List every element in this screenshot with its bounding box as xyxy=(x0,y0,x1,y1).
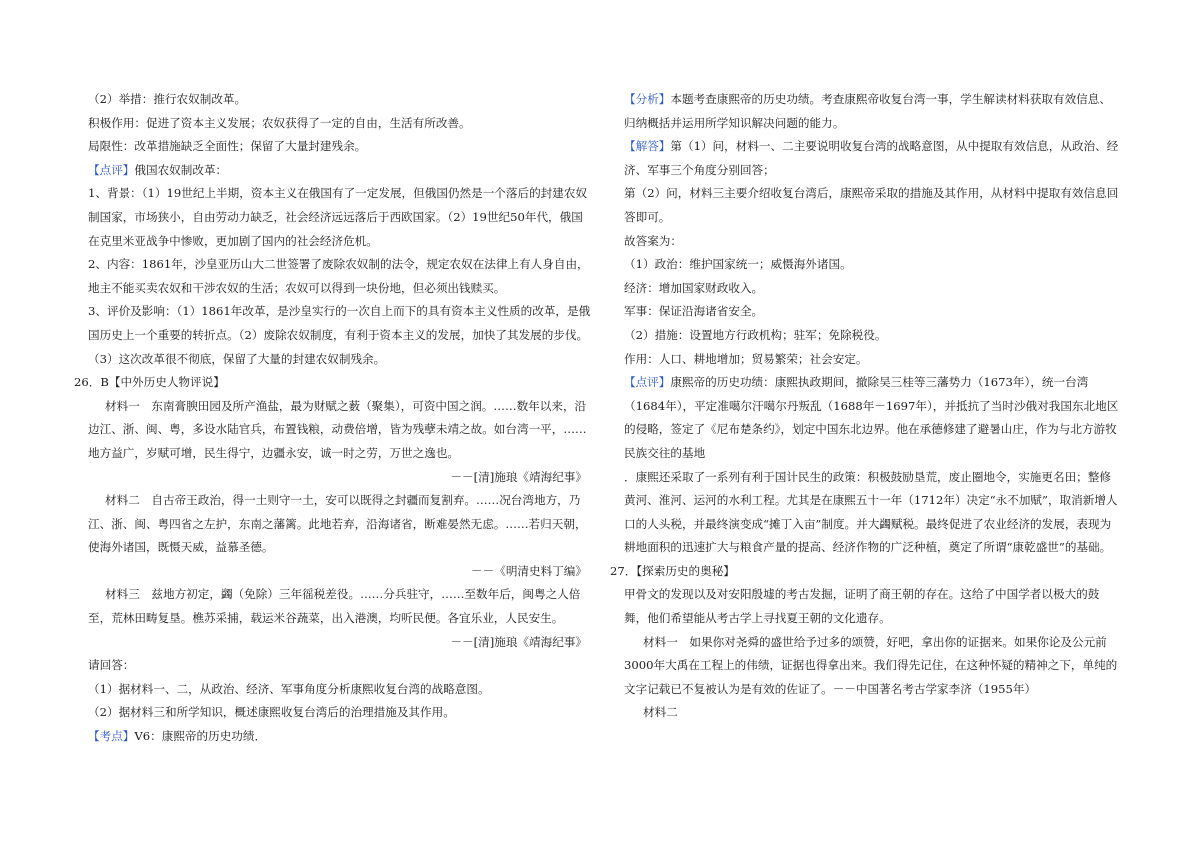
analysis-tag: 【分析】 xyxy=(624,92,671,106)
q27-material-two: 材料二 xyxy=(643,705,678,720)
comment-tag: 【点评】 xyxy=(88,162,135,177)
question-27-heading: 27．【探索历史的奥秘】 xyxy=(610,563,735,578)
answer-economy: 经济：增加国家财政收入。 xyxy=(624,280,764,295)
material-three-source: －－[清]施琅《靖海纪事》 xyxy=(450,634,587,649)
answer-politics: （1）政治：维护国家统一；威慑海外诸国。 xyxy=(624,257,852,272)
positive-effect-line: 积极作用：促进了资本主义发展；农奴获得了一定的自由，生活有所改善。 xyxy=(88,115,471,130)
please-answer: 请回答： xyxy=(88,658,135,673)
material-one-source: －－[清]施琅《靖海纪事》 xyxy=(450,469,587,484)
sub-question-1: （1）据材料一、二，从政治、经济、军事角度分析康熙收复台湾的战略意图。 xyxy=(88,681,490,696)
sub-question-2: （2）据材料三和所学知识，概述康熙收复台湾后的治理措施及其作用。 xyxy=(88,705,455,720)
oracle-bone-intro: 甲骨文的发现以及对安阳殷墟的考古发掘，证明了商王朝的存在。这给了中国学者以极大的鼓舞，他们希望能从考古学上寻找夏王朝的文化遗存。 xyxy=(624,587,1100,626)
analysis-text: 本题考查康熙帝的历史功绩。考查康熙帝收复台湾一事，学生解读材料获取有效信息、归纳概括并运用所学知识解决问题的能力。 xyxy=(624,92,1111,130)
comment-heading xyxy=(88,159,593,183)
answer-intro: 故答案为： xyxy=(624,233,682,248)
solution-line xyxy=(624,135,1122,182)
exam-point-line xyxy=(88,725,593,749)
solution-part-2: 第（2）问，材料三主要介绍收复台湾后，康熙帝采取的措施及其作用，从材料中提取有效信息回答即可。 xyxy=(624,186,1119,224)
analysis-line xyxy=(624,88,1122,135)
kangxi-comment-text: 康熙帝的历史功绩：康熙执政期间，撤除吴三桂等三藩势力（1673年），统一台湾（1684年），平定准噶尔汗噶尔丹叛乱（1688年－1697年），并抵抗了当时沙俄对我国东北地区的侵略，签定了《尼布楚条约》，划定中国东北边界。他在承德修建了避暑山庄，作为与北方游牧民族交往的基地 xyxy=(624,375,1119,460)
kangxi-comment-tag: 【点评】 xyxy=(624,375,671,390)
question-26-heading: 26．B【中外历史人物评说】 xyxy=(74,375,225,390)
evaluation-paragraph: 3、评价及影响：（1）1861年改革，是沙皇实行的一次自上而下的具有资本主义性质的改革，是俄国历史上一个重要的转折点。（2）废除农奴制度，有利于资本主义的发展，加快了其发展的步伐。（3）这次改革很不彻底，保留了大量的封建农奴制残余。 xyxy=(88,304,591,366)
comment-text: 俄国农奴制改革： xyxy=(134,162,228,177)
solution-tag: 【解答】 xyxy=(624,139,671,154)
answer-military: 军事：保证沿海诸省安全。 xyxy=(624,304,764,319)
answer-effects: 作用：人口、耕地增加；贸易繁荣；社会安定。 xyxy=(624,351,868,366)
material-two: 材料二 自古帝王政治，得一土则守一土，安可以既得之封疆而复割弃。……况台湾地方，乃江、浙、闽、粤四省之左护，东南之藩篱。此地若弃，沿海诸省，断难晏然无虑。……若归天朝，使海外诸国，既慑天威，益慕圣德。 xyxy=(88,493,587,555)
kangxi-comment xyxy=(624,371,1122,465)
kangxi-policies: ．康熙还采取了一系列有利于国计民生的政策：积极鼓励垦荒，废止圈地令，实施更名田；整修黄河、淮河、运河的水利工程。尤其是在康熙五十一年（1712年）决定“永不加赋”，取消新增人口的人头税，并最终演变成“摊丁入亩”制度。并大蠲赋税。最终促进了农业经济的发展，表现为耕地面积的迅速扩大与粮食产量的提高、经济作物的广泛种植，奠定了所谓“康乾盛世”的基础。 xyxy=(624,469,1118,555)
material-three: 材料三 兹地方初定，蠲（免除）三年徭税差役。……分兵驻守，……至数年后，闽粤之人倍至，荒林田畴复垦。樵苏采捕，载运米谷蔬菜，出入港澳，均听民便。各宜乐业，人民安生。 xyxy=(88,587,581,626)
right-column xyxy=(610,88,1122,725)
material-one: 材料一 东南膏腴田园及所产渔盐，最为财赋之薮（聚集），可资中国之润。……数年以来，沿边江、浙、闽、粤，多设水陆官兵，布置钱粮，动费倍增，皆为残孽未靖之故。如台湾一平，……地方益广，岁赋可增，民生得宁，边疆永安，诚一时之劳，万世之逸也。 xyxy=(88,398,587,460)
left-column xyxy=(74,88,593,749)
exam-point-text: V6：康熙帝的历史功绩． xyxy=(134,729,267,744)
material-two-source: －－《明清史料丁编》 xyxy=(471,563,587,578)
exam-point-tag: 【考点】 xyxy=(88,729,135,744)
answer-measures: （2）措施：设置地方行政机构；驻军；免除税役。 xyxy=(624,327,887,342)
limitation-line: 局限性：改革措施缺乏全面性；保留了大量封建残余。 xyxy=(88,139,367,154)
q27-material-one: 材料一 如果你对尧舜的盛世给予过多的颂赞，好吧，拿出你的证据来。如果你论及公元前3000年大禹在工程上的伟绩，证据也得拿出来。我们得先记住，在这种怀疑的精神之下，单纯的文字记载已不复被认为是有效的佐证了。－－中国著名考古学家李济（1955年） xyxy=(624,634,1118,696)
background-paragraph: 1、背景：（1）19世纪上半期，资本主义在俄国有了一定发展，但俄国仍然是一个落后的封建农奴制国家，市场狭小，自由劳动力缺乏，社会经济远远落后于西欧国家。（2）19世纪50年代，俄国在克里米亚战争中惨败，更加剧了国内的社会经济危机。 xyxy=(88,186,588,248)
reform-measure-line: （2）举措：推行农奴制改革。 xyxy=(88,92,247,106)
solution-text: 第（1）问，材料一、二主要说明收复台湾的战略意图，从中提取有效信息，从政治、经济、军事三个角度分别回答； xyxy=(624,139,1119,177)
content-paragraph: 2、内容：1861年，沙皇亚历山大二世签署了废除农奴制的法令，规定农奴在法律上有人身自由，地主不能买卖农奴和干涉农奴的生活；农奴可以得到一块份地，但必须出钱赎买。 xyxy=(88,257,589,295)
